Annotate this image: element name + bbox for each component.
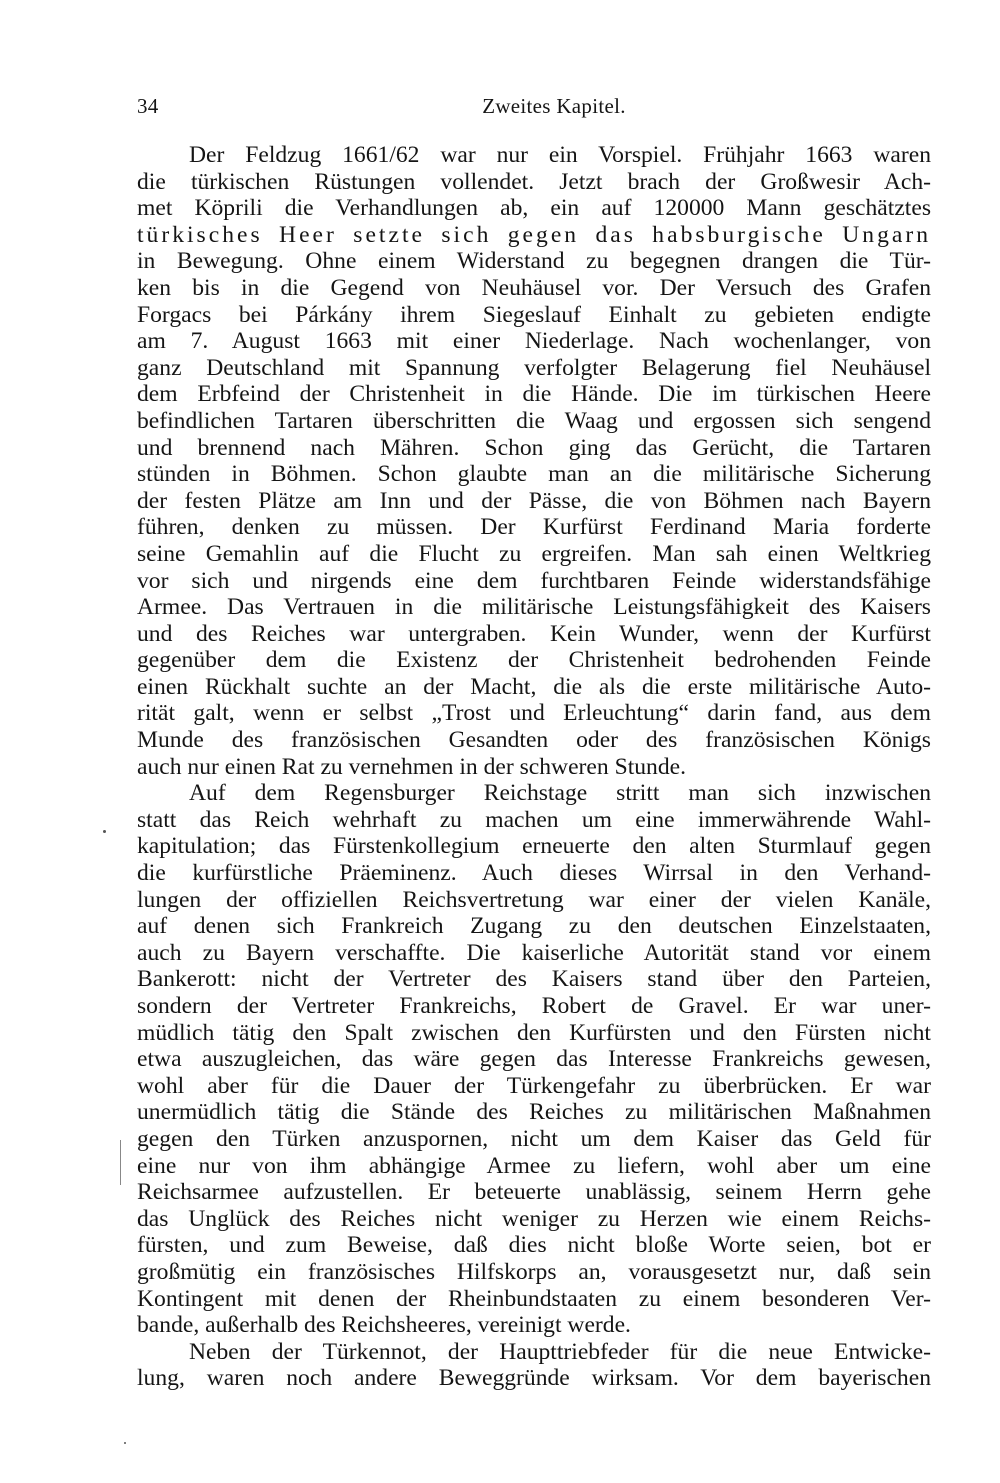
text-line: großmütig ein französisches Hilfskorps an, vorausgesetzt nur, daß sein — [137, 1258, 931, 1285]
text-line: sondern der Vertreter Frankreichs, Robert de Gravel. Er war uner- — [137, 993, 931, 1019]
text-line: etwa auszugleichen, das wäre gegen das Interesse Frankreichs gewesen, — [137, 1046, 931, 1073]
scan-mark — [124, 1442, 126, 1444]
text-line: führen, denken zu müssen. Der Kurfürst Ferdinand Maria forderte — [137, 514, 931, 541]
text-line: Munde des französischen Gesandten oder des französischen Königs — [137, 727, 931, 754]
text-line: seine Gemahlin auf die Flucht zu ergreifen. Man sah einen Weltkrieg — [137, 540, 931, 567]
text-line: dem Erbfeind der Christenheit in die Hände. Die im türkischen Heere — [137, 381, 931, 408]
body-text — [137, 142, 931, 1392]
text-line: bande, außerhalb des Reichsheeres, vereinigt werde. — [137, 1312, 631, 1339]
text-line: Armee. Das Vertrauen in die militärische Leistungsfähigkeit des Kaisers — [137, 594, 931, 621]
text-line: Der Feldzug 1661/62 war nur ein Vorspiel. Frühjahr 1663 waren — [189, 142, 931, 168]
text-line: befindlichen Tartaren überschritten die Waag und ergossen sich sengend — [137, 407, 931, 434]
text-line: auf denen sich Frankreich Zugang zu den deutschen Einzelstaaten, — [137, 913, 931, 940]
text-line: gegenüber dem die Existenz der Christenheit bedrohenden Feinde — [137, 647, 931, 674]
text-line: die türkischen Rüstungen vollendet. Jetzt brach der Großwesir Ach- — [137, 168, 931, 195]
text-line: vor sich und nirgends eine dem furchtbaren Feinde widerstandsfähige — [137, 567, 931, 594]
text-line: stünden in Böhmen. Schon glaubte man an die militärische Sicherung — [137, 461, 931, 488]
text-line: Auf dem Regensburger Reichstage stritt man sich inzwischen — [189, 780, 931, 807]
text-line: kapitulation; das Fürstenkollegium erneuerte den alten Sturmlauf gegen — [137, 833, 931, 860]
text-line: ken bis in die Gegend von Neuhäusel vor. Der Versuch des Grafen — [137, 274, 931, 301]
text-line: und des Reiches war untergraben. Kein Wunder, wenn der Kurfürst — [137, 620, 931, 647]
text-line: lung, waren noch andere Beweggründe wirksam. Vor dem bayerischen — [137, 1365, 931, 1392]
text-line: fürsten, und zum Beweise, daß dies nicht bloße Worte seien, bot er — [137, 1232, 931, 1259]
text-line: türkisches Heer setzte sich gegen das habsburgische Ungarn — [137, 221, 931, 248]
scan-mark — [103, 830, 106, 833]
text-line: wohl aber für die Dauer der Türkengefahr zu überbrücken. Er war — [137, 1072, 931, 1099]
text-line: unermüdlich tätig die Stände des Reiches zu militärischen Maßnahmen — [137, 1099, 931, 1126]
text-line: auch zu Bayern verschaffte. Die kaiserliche Autorität stand vor einem — [137, 939, 931, 966]
text-line: müdlich tätig den Spalt zwischen den Kurfürsten und den Fürsten nicht — [137, 1019, 931, 1046]
text-line: eine nur von ihm abhängige Armee zu liefern, wohl aber um eine — [137, 1152, 931, 1179]
text-line: statt das Reich wehrhaft zu machen um eine immerwährende Wahl- — [137, 806, 931, 833]
text-line: Neben der Türkennot, der Haupttriebfeder für die neue Entwicke- — [189, 1338, 931, 1365]
scan-mark — [120, 1140, 121, 1185]
text-line: rität galt, wenn er selbst „Trost und Erleuchtung“ darin fand, aus dem — [137, 700, 931, 727]
page-number: 34 — [137, 94, 159, 118]
text-line: auch nur einen Rat zu vernehmen in der schweren Stunde. — [137, 753, 687, 780]
text-line: met Köprili die Verhandlungen ab, ein auf 120000 Mann geschätztes — [137, 195, 931, 222]
chapter-title: Zweites Kapitel. — [482, 94, 626, 118]
text-line: lungen der offiziellen Reichsvertretung war einer der vielen Kanäle, — [137, 886, 931, 913]
text-line: in Bewegung. Ohne einem Widerstand zu begegnen drangen die Tür- — [137, 248, 931, 275]
text-line: ganz Deutschland mit Spannung verfolgter Belagerung fiel Neuhäusel — [137, 354, 931, 381]
text-line: Forgacs bei Párkány ihrem Siegeslauf Einhalt zu gebieten endigte — [137, 301, 931, 328]
text-line: einen Rückhalt suchte an der Macht, die als die erste militärische Auto- — [137, 673, 931, 700]
text-line: Bankerott: nicht der Vertreter des Kaisers stand über den Parteien, — [137, 966, 931, 993]
text-line: Reichsarmee aufzustellen. Er beteuerte unablässig, seinem Herrn gehe — [137, 1179, 931, 1206]
text-line: das Unglück des Reiches nicht weniger zu Herzen wie einem Reichs- — [137, 1205, 931, 1232]
text-line: der festen Plätze am Inn und der Pässe, die von Böhmen nach Bayern — [137, 487, 931, 514]
running-head — [137, 94, 931, 124]
text-line: und brennend nach Mähren. Schon ging das Gerücht, die Tartaren — [137, 434, 931, 461]
text-line: gegen den Türken anzuspornen, nicht um dem Kaiser das Geld für — [137, 1125, 931, 1152]
text-line: Kontingent mit denen der Rheinbundstaaten zu einem besonderen Ver- — [137, 1285, 931, 1312]
text-line: die kurfürstliche Präeminenz. Auch dieses Wirrsal in den Verhand- — [137, 860, 931, 887]
text-line: am 7. August 1663 mit einer Niederlage. Nach wochenlanger, von — [137, 328, 931, 355]
